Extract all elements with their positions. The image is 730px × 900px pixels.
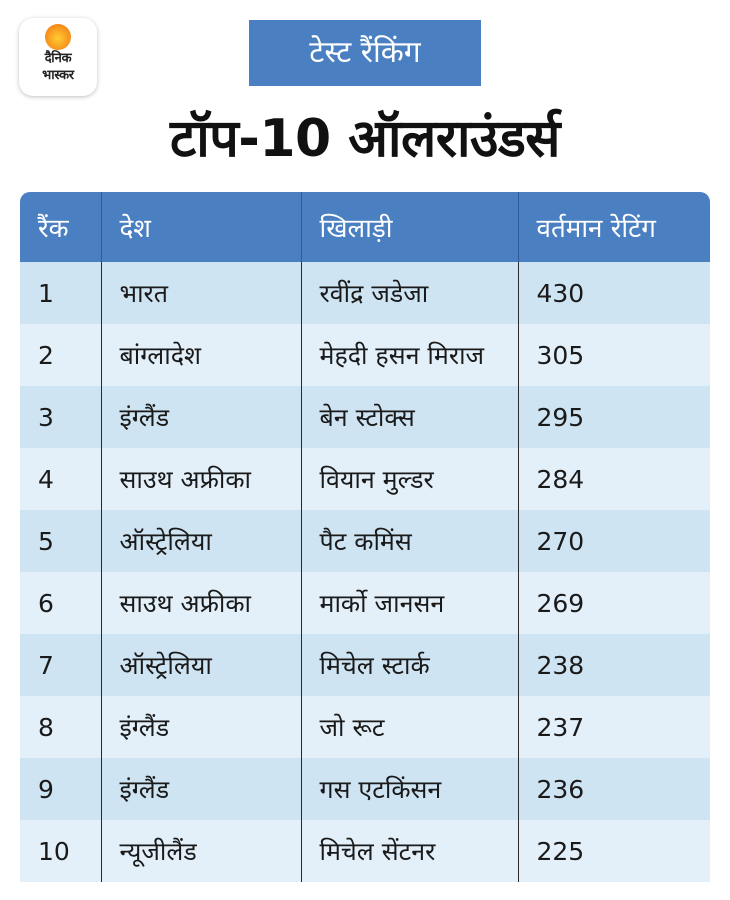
cell-country: इंग्लैंड [101, 696, 301, 758]
logo-line-2: भास्कर [42, 68, 74, 83]
cell-player: मार्को जानसन [301, 572, 518, 634]
cell-rating: 284 [536, 464, 585, 494]
cell-rating: 305 [536, 340, 585, 370]
cell-country: बांग्लादेश [101, 324, 301, 386]
table-row [20, 696, 710, 758]
page-title: टॉप-10 ऑलराउंडर्स [170, 109, 560, 169]
table-row [20, 324, 710, 386]
cell-rating: 236 [536, 774, 585, 804]
cell-rank: 7 [20, 634, 101, 696]
cell-country: इंग्लैंड [101, 758, 301, 820]
cell-country: ऑस्ट्रेलिया [101, 634, 301, 696]
cell-country: ऑस्ट्रेलिया [101, 510, 301, 572]
cell-player: मिचेल स्टार्क [301, 634, 518, 696]
header-player: खिलाड़ी [301, 192, 518, 262]
cell-player: बेन स्टोक्स [301, 386, 518, 448]
cell-country: साउथ अफ्रीका [101, 448, 301, 510]
cell-player: पैट कमिंस [301, 510, 518, 572]
table-row [20, 386, 710, 448]
table-row [20, 634, 710, 696]
table-row [20, 820, 710, 882]
section-badge: टेस्ट रैंकिंग [249, 20, 481, 86]
cell-rating: 295 [536, 402, 585, 432]
cell-player: गस एटकिंसन [301, 758, 518, 820]
cell-country: न्यूजीलैंड [101, 820, 301, 882]
cell-rank: 8 [20, 696, 101, 758]
cell-rank: 4 [20, 448, 101, 510]
cell-rating: 430 [536, 278, 585, 308]
cell-rank: 9 [20, 758, 101, 820]
table-row [20, 448, 710, 510]
cell-rank: 5 [20, 510, 101, 572]
cell-country: भारत [101, 262, 301, 324]
header-country: देश [101, 192, 301, 262]
table-row [20, 510, 710, 572]
logo-line-1: दैनिक [44, 51, 72, 66]
table-row [20, 758, 710, 820]
header-rank: रैंक [20, 192, 101, 262]
table-row [20, 572, 710, 634]
cell-rank: 2 [20, 324, 101, 386]
sun-icon [45, 24, 71, 50]
cell-player: जो रूट [301, 696, 518, 758]
cell-rating: 238 [536, 650, 585, 680]
rankings-table [20, 192, 710, 882]
cell-rating: 269 [536, 588, 585, 618]
cell-rating: 237 [536, 712, 585, 742]
cell-player: मिचेल सेंटनर [301, 820, 518, 882]
cell-rank: 10 [20, 820, 101, 882]
cell-country: साउथ अफ्रीका [101, 572, 301, 634]
cell-player: रवींद्र जडेजा [301, 262, 518, 324]
cell-rank: 1 [20, 262, 101, 324]
cell-player: वियान मुल्डर [301, 448, 518, 510]
cell-rank: 6 [20, 572, 101, 634]
cell-player: मेहदी हसन मिराज [301, 324, 518, 386]
cell-rank: 3 [20, 386, 101, 448]
cell-rating: 225 [536, 836, 585, 866]
dainik-bhaskar-logo [19, 18, 97, 96]
table-header-row [20, 192, 710, 262]
header-rating: वर्तमान रेटिंग [536, 214, 656, 244]
table-row [20, 262, 710, 324]
cell-rating: 270 [536, 526, 585, 556]
cell-country: इंग्लैंड [101, 386, 301, 448]
